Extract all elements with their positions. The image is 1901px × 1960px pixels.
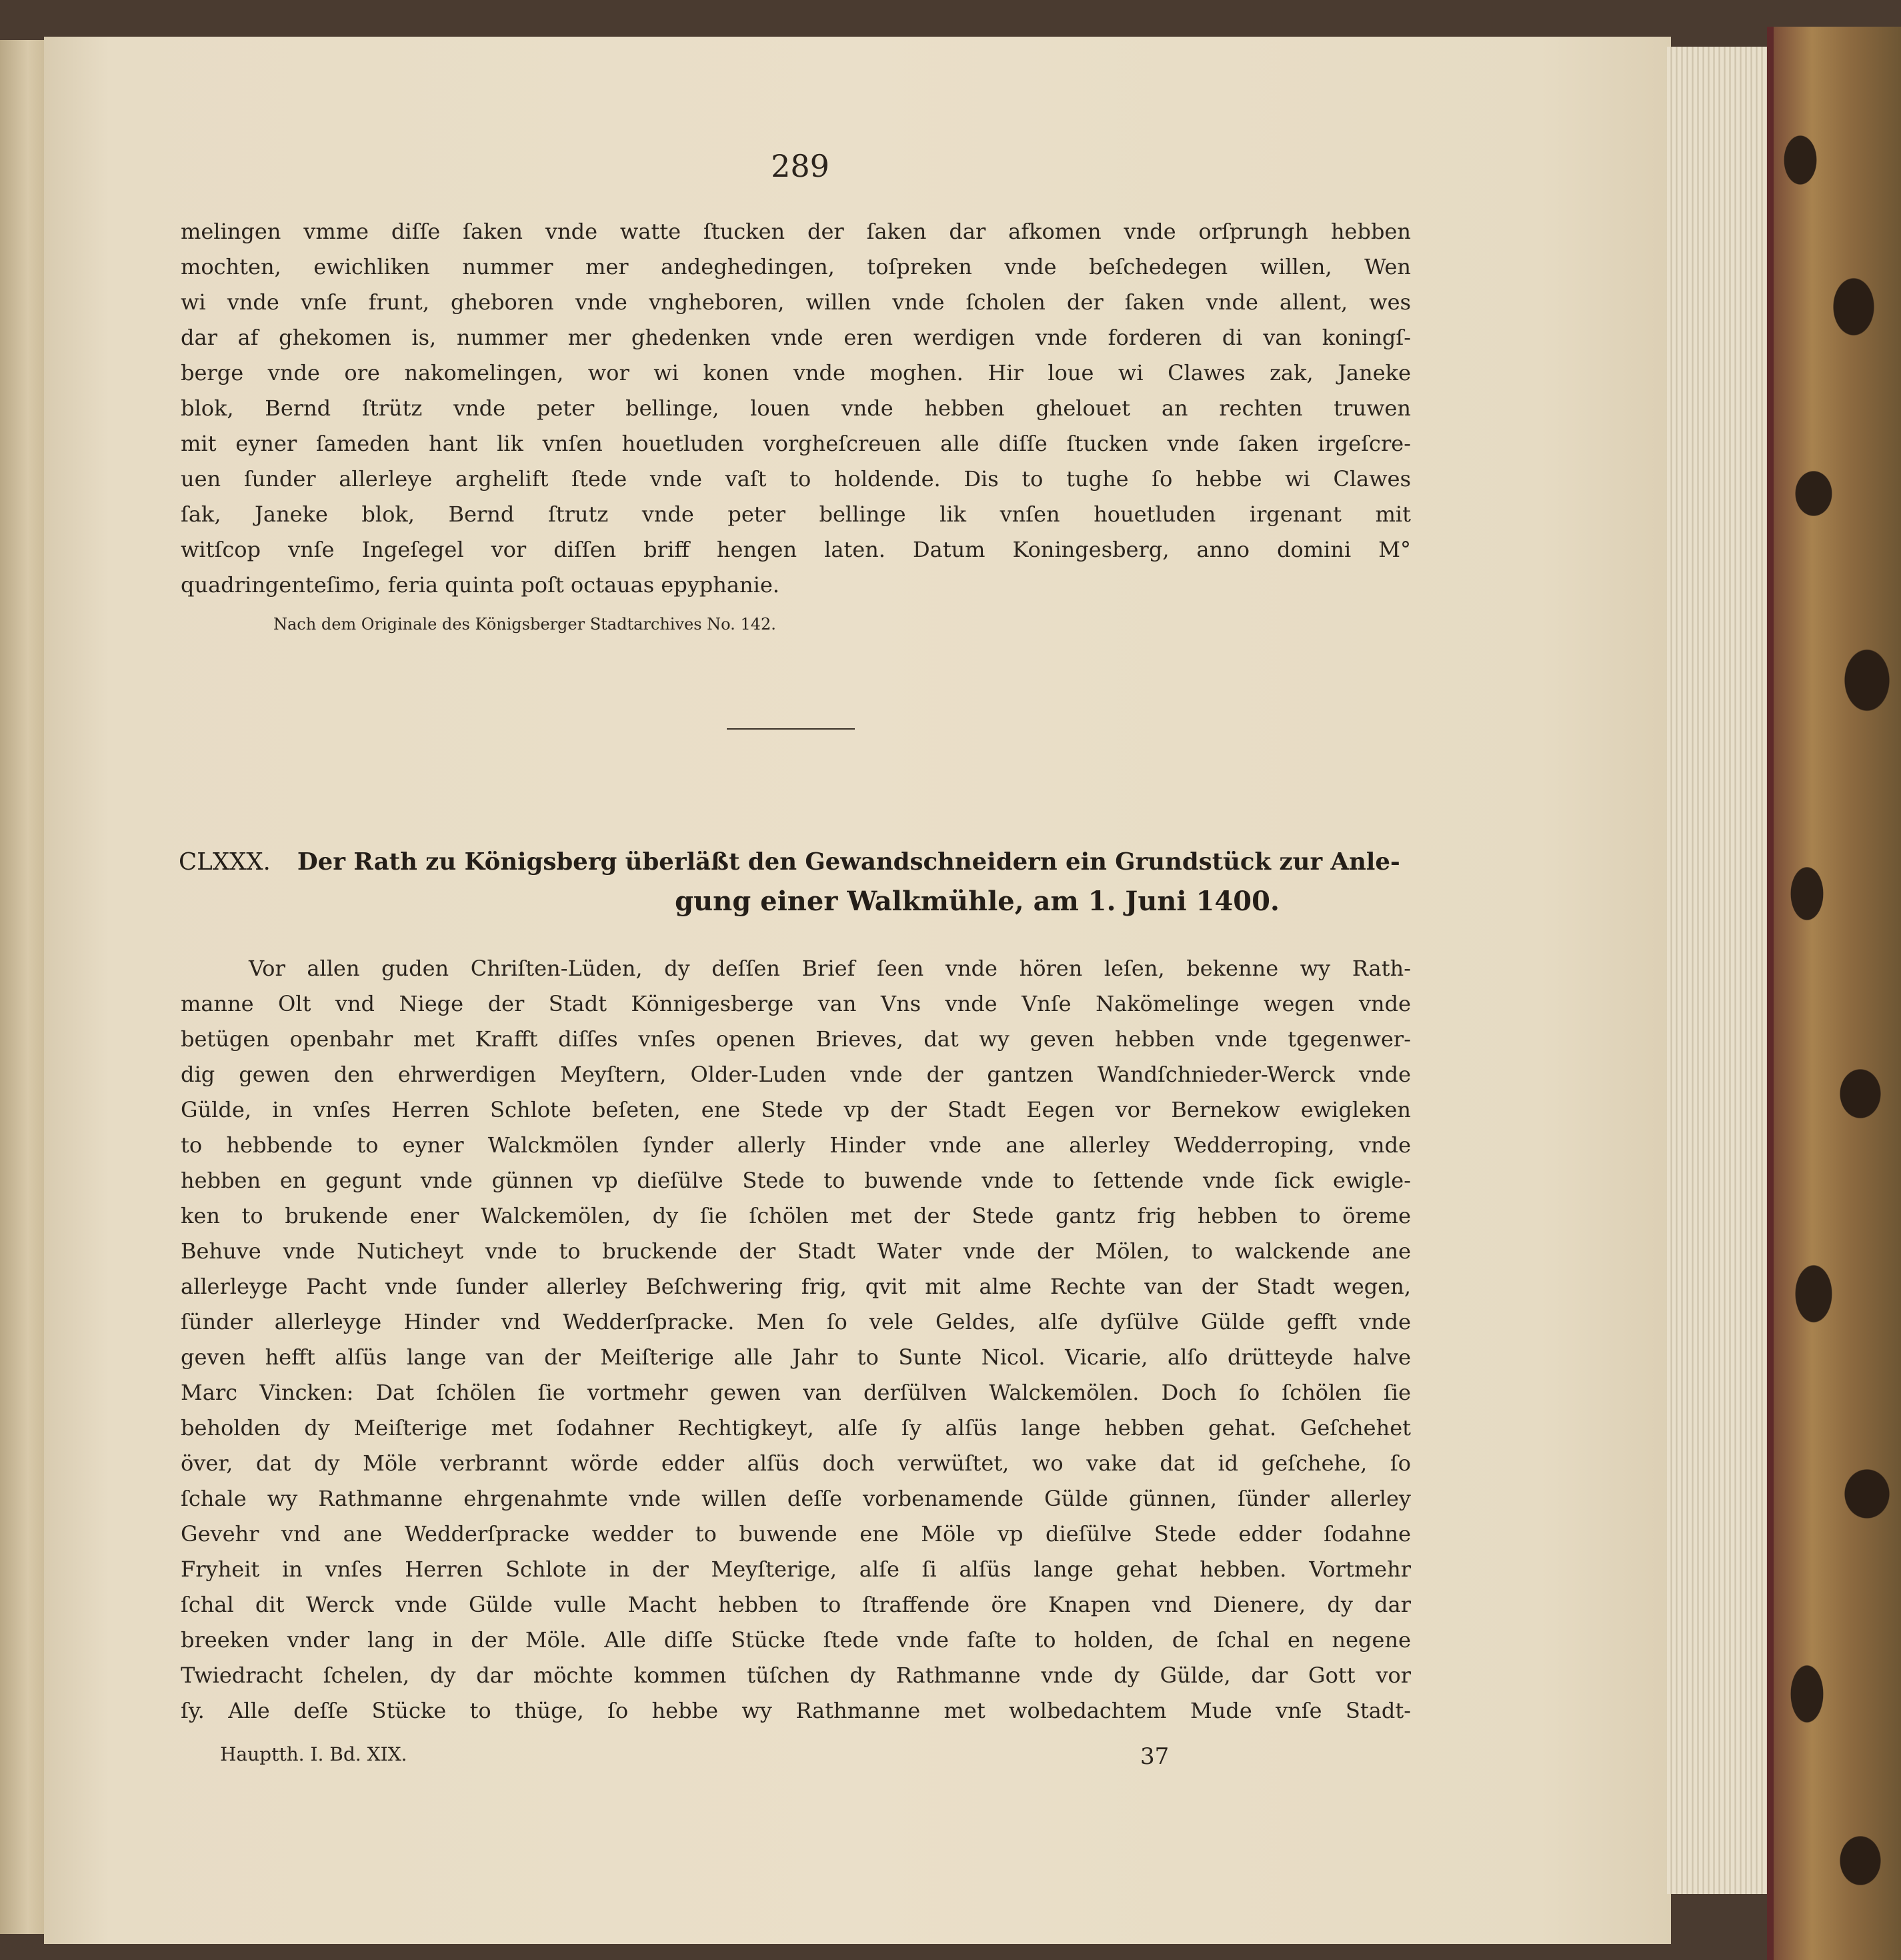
text-line: blok, Bernd ſtrütz vnde peter bellinge, louen vnde hebben ghelouet an rechten truwen [181,395,1411,421]
text-line: ſy. Alle deſſe Stücke to thüge, ſo hebbe wy Rathmanne met wolbedachtem Mude vnſe Stadt- [181,1698,1411,1723]
text-line: Marc Vincken: Dat ſchölen ſie vortmehr gewen van derſülven Walckemölen. Doch ſo ſchölen ſie [181,1380,1411,1405]
document-title-line-2: gung einer Walkmühle, am 1. Juni 1400. [675,886,1280,917]
document-heading [179,848,1412,876]
document-number: CLXXX. [179,848,271,876]
text-line: ſchal dit Werck vnde Gülde vulle Macht hebben to ſtraffende öre Knapen vnd Dienere, dy dar [181,1592,1411,1617]
text-line: witſcop vnſe Ingeſegel vor diſſen briff hengen laten. Datum Koningesberg, anno domini M° [181,537,1411,562]
text-line: Behuve vnde Nuticheyt vnde to bruckende der Stadt Water vnde der Mölen, to walckende ane [181,1238,1411,1264]
text-line: Vor allen guden Chriſten-Lüden, dy deſſen Brief ſeen vnde hören leſen, bekenne wy Rath- [249,956,1411,981]
text-line: Gülde, in vnſes Herren Schlote beſeten, ene Stede vp der Stadt Eegen vor Bernekow ewigleken [181,1097,1411,1122]
text-line: quadringenteſimo, feria quinta poſt octauas epyphanie. [181,572,779,598]
text-line: ſak, Janeke blok, Bernd ſtrutz vnde peter bellinge lik vnſen houetluden irgenant mit [181,502,1411,527]
text-line: manne Olt vnd Niege der Stadt Könnigesberge van Vns vnde Vnſe Nakömelinge wegen vnde [181,991,1411,1016]
text-line: ſchale wy Rathmanne ehrgenahmte vnde willen deſſe vorbenamende Gülde günnen, ſünder allerley [181,1486,1411,1511]
text-line: geven hefft alſüs lange van der Meiſterige alle Jahr to Sunte Nicol. Vicarie, alſo drütteyde halve [181,1344,1411,1370]
text-line: allerleyge Pacht vnde ſunder allerley Beſchwering frig, qvit mit alme Rechte van der Stadt wegen, [181,1274,1411,1299]
text-line: Twiedracht ſchelen, dy dar möchte kommen tüſchen dy Rathmanne vnde dy Gülde, dar Gott vor [181,1663,1411,1688]
page-edges [1667,47,1780,1894]
text-line: mochten, ewichliken nummer mer andeghedingen, toſpreken vnde beſchedegen willen, Wen [181,254,1411,279]
source-note: Nach dem Originale des Königsberger Stadtarchives No. 142. [273,615,776,634]
text-line: dar af ghekomen is, nummer mer ghedenken vnde eren werdigen vnde forderen di van koningſ- [181,325,1411,350]
text-line: Gevehr vnd ane Wedderſpracke wedder to buwende ene Möle vp dieſülve Stede edder ſodahne [181,1521,1411,1547]
text-line: dig gewen den ehrwerdigen Meyſtern, Older-Luden vnde der gantzen Wandſchnieder-Werck vnde [181,1062,1411,1087]
text-line: berge vnde ore nakomelingen, wor wi konen vnde moghen. Hir loue wi Clawes zak, Janeke [181,360,1411,385]
document-title-line-1: Der Rath zu Königsberg überläßt den Gewandschneidern ein Grundstück zur Anle- [297,848,1400,876]
marbled-cover [1774,27,1901,1960]
sheet-number: 37 [1140,1743,1170,1770]
text-line: betügen openbahr met Krafft diſſes vnſes openen Brieves, dat wy geven hebben vnde tgegenwer- [181,1026,1411,1052]
section-divider [727,728,855,730]
text-line: mit eyner ſameden hant lik vnſen houetluden vorgheſcreuen alle diſſe ſtucken vnde ſaken irgeſcre- [181,431,1411,456]
page-number: 289 [771,148,829,184]
page [44,37,1671,1944]
text-line: uen ſunder allerleye arghelift ſtede vnde vaſt to holdende. Dis to tughe ſo hebbe wi Clawes [181,466,1411,492]
text-line: beholden dy Meiſterige met ſodahner Rechtigkeyt, alſe ſy alſüs lange hebben gehat. Geſchehet [181,1415,1411,1440]
text-line: wi vnde vnſe frunt, gheboren vnde vngheboren, willen vnde ſcholen der ſaken vnde allent, wes [181,289,1411,315]
left-page-edge [0,40,47,1934]
text-line: to hebbende to eyner Walckmölen ſynder allerly Hinder vnde ane allerley Wedderroping, vnde [181,1132,1411,1158]
text-line: breeken vnder lang in der Möle. Alle diſſe Stücke ſtede vnde faſte to holden, de ſchal en negene [181,1627,1411,1653]
text-line: över, dat dy Möle verbrannt wörde edder alſüs doch verwüſtet, wo vake dat id geſchehe, ſo [181,1450,1411,1476]
text-line: hebben en gegunt vnde günnen vp dieſülve Stede to buwende vnde to ſettende vnde ſick ewigle- [181,1168,1411,1193]
text-line: ſünder allerleyge Hinder vnd Wedderſpracke. Men ſo vele Geldes, alſe dyſülve Gülde gefft vnde [181,1309,1411,1334]
text-line: melingen vmme diſſe ſaken vnde watte ſtucken der ſaken dar afkomen vnde orſprungh hebben [181,219,1411,244]
text-line: ken to brukende ener Walckemölen, dy ſie ſchölen met der Stede gantz frig hebben to öreme [181,1203,1411,1228]
text-line: Fryheit in vnſes Herren Schlote in der Meyſterige, alſe ſi alſüs lange gehat hebben. Vortmehr [181,1557,1411,1582]
signature-mark: Hauptth. I. Bd. XIX. [220,1743,407,1765]
